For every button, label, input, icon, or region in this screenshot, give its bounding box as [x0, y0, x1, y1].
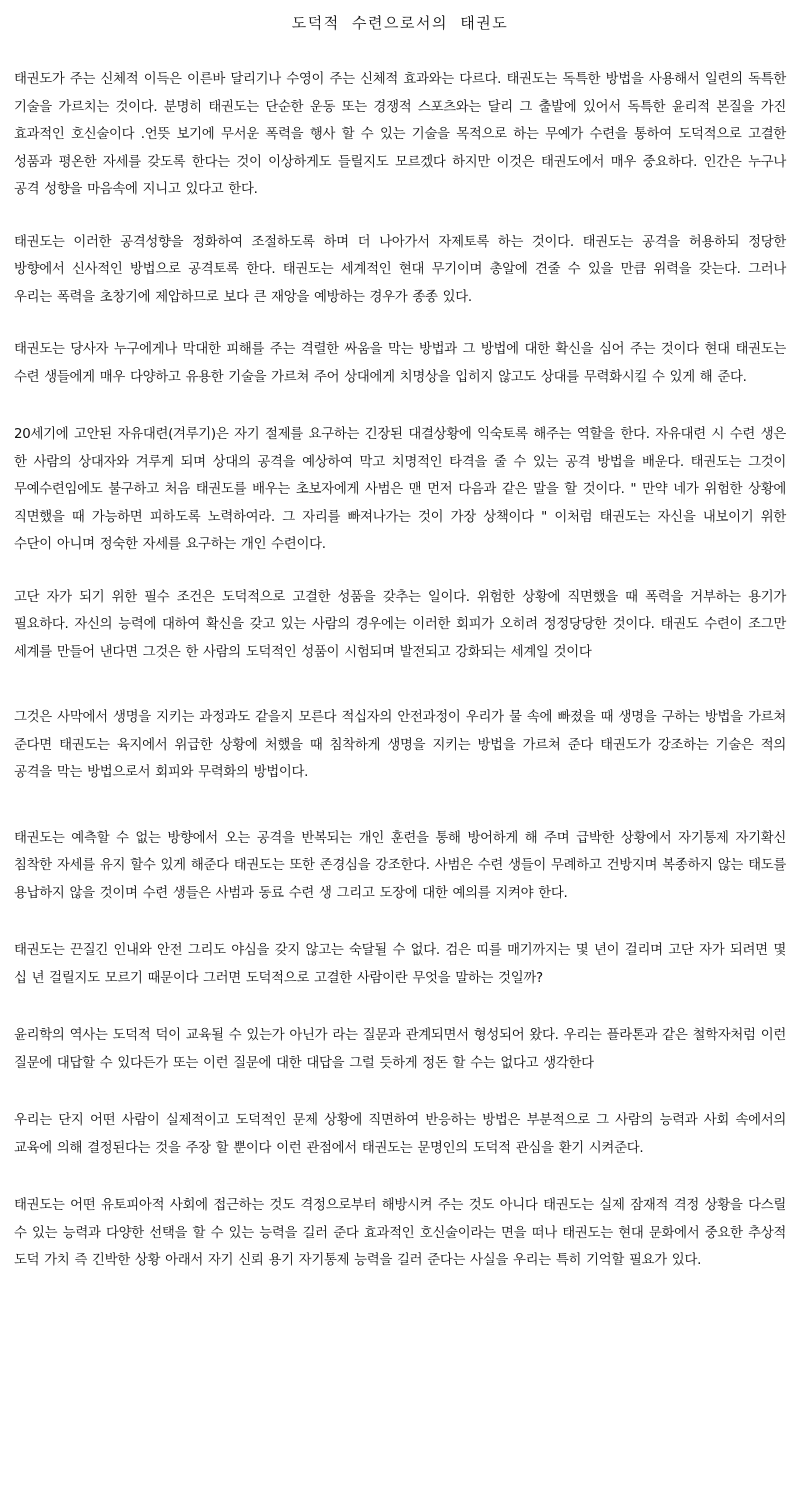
paragraph-5: 고단 자가 되기 위한 필수 조건은 도덕적으로 고결한 성품을 갖추는 일이다. 위험한 상황에 직면했을 때 폭력을 거부하는 용기가 필요하다. 자신의 능력에 대하여 확신을 갖고 있는 사람의 경우에는 이러한 회피가 오히려 정정당당한 것이다. 태권도 수련이 조그만 세계를 만들어 낸다면 그것은 한 사람의 도덕적인 성품이 시험되며 발전되고 강화되는 세계일 것이다 [14, 589, 786, 660]
paragraph-3: 태권도는 당사자 누구에게나 막대한 피해를 주는 격렬한 싸움을 막는 방법과 그 방법에 대한 확신을 심어 주는 것이다 현대 태권도는 수련 생들에게 매우 다양하고 유용한 기술을 가르쳐 주어 상대에게 치명상을 입히지 않고도 상대를 무력화시킬 수 있게 해 준다. [14, 342, 786, 385]
paragraph-9: 윤리학의 역사는 도덕적 덕이 교육될 수 있는가 아닌가 라는 질문과 관계되면서 형성되어 왔다. 우리는 플라톤과 같은 철학자처럼 이런 질문에 대답할 수 있다든가 또는 이런 질문에 대한 대답을 그럴 듯하게 정돈 할 수는 없다고 생각한다 [14, 1028, 786, 1071]
paragraph-10: 우리는 단지 어떤 사람이 실제적이고 도덕적인 문제 상황에 직면하여 반응하는 방법은 부분적으로 그 사람의 능력과 사회 속에서의 교육에 의해 결정된다는 것을 주장 할 뿐이다 이런 관점에서 태권도는 문명인의 도덕적 관심을 환기 시켜준다. [14, 1113, 786, 1156]
paragraph-1: 태권도가 주는 신체적 이득은 이른바 달리기나 수영이 주는 신체적 효과와는 다르다. 태권도는 독특한 방법을 사용해서 일련의 독특한 기술을 가르치는 것이다. 분명히 태권도는 단순한 운동 또는 경쟁적 스포츠와는 달리 그 출발에 있어서 독특한 윤리적 본질을 가진 효과적인 호신술이다 .언뜻 보기에 무서운 폭력을 행사 할 수 있는 기술을 목적으로 하는 무예가 수련을 통하여 도덕적으로 고결한 성품과 평온한 자세를 갖도록 한다는 것이 이상하게도 들릴지도 모르겠다 하지만 이것은 태권도에서 매우 중요하다. 인간은 누구나 공격 성향을 마음속에 지니고 있다고 한다. [14, 72, 786, 197]
paragraph-8: 태권도는 끈질긴 인내와 안전 그리도 야심을 갖지 않고는 숙달될 수 없다. 검은 띠를 매기까지는 몇 년이 걸리며 고단 자가 되려면 몇 십 년 걸릴지도 모르기 때문이다 그러면 도덕적으로 고결한 사람이란 무엇을 말하는 것일까? [14, 943, 786, 986]
paragraph-4: 20세기에 고안된 자유대련(겨루기)은 자기 절제를 요구하는 긴장된 대결상황에 익숙토록 해주는 역할을 한다. 자유대련 시 수련 생은 한 사람의 상대자와 겨루게 되며 상대의 공격을 예상하여 막고 치명적인 타격을 줄 수 있는 공격 방법을 배운다. 태권도는 그것이 무예수련임에도 불구하고 처음 태권도를 배우는 초보자에게 사범은 맨 먼저 다음과 같은 말을 할 것이다. " 만약 네가 위험한 상황에 직면했을 때 가능하면 피하도록 노력하여라. 그 자리를 빠져나가는 것이 가장 상책이다 " 이처럼 태권도는 자신을 내보이기 위한 수단이 아니며 정숙한 자세를 요구하는 개인 수련이다. [14, 427, 786, 552]
paragraph-2: 태권도는 이러한 공격성향을 정화하여 조절하도록 하며 더 나아가서 자제토록 하는 것이다. 태권도는 공격을 허용하되 정당한 방향에서 신사적인 방법으로 공격토록 한다. 태권도는 세계적인 현대 무기이며 총알에 견줄 수 있을 만큼 위력을 갖는다. 그러나 우리는 폭력을 초창기에 제압하므로 보다 큰 재앙을 예방하는 경우가 종종 있다. [14, 234, 786, 305]
paragraph-7: 태권도는 예측할 수 없는 방향에서 오는 공격을 반복되는 개인 훈련을 통해 방어하게 해 주며 급박한 상황에서 자기통제 자기확신 침착한 자세를 유지 할수 있게 해준다 태권도는 또한 존경심을 강조한다. 사범은 수련 생들이 무례하고 건방지며 복종하지 않는 태도를 용납하지 않을 것이며 수련 생들은 사범과 동료 수련 생 그리고 도장에 대한 예의를 지켜야 한다. [14, 830, 786, 901]
document-title: 도덕적 수련으로서의 태권도 [291, 14, 509, 32]
document-body [14, 66, 786, 1275]
paragraph-6: 그것은 사막에서 생명을 지키는 과정과도 같을지 모른다 적십자의 안전과정이 우리가 물 속에 빠졌을 때 생명을 구하는 방법을 가르쳐 준다면 태권도는 육지에서 위급한 상황에 처했을 때 침착하게 생명을 지키는 방법을 가르쳐 준다 태권도가 강조하는 기술은 적의 공격을 막는 방법으로서 회피와 무력화의 방법이다. [14, 710, 786, 780]
paragraph-11: 태권도는 어떤 유토피아적 사회에 접근하는 것도 격정으로부터 해방시켜 주는 것도 아니다 태권도는 실제 잠재적 격정 상황을 다스릴 수 있는 능력과 다양한 선택을 할 수 있는 능력을 길러 준다 효과적인 호신술이라는 면을 떠나 태권도는 현대 문화에서 중요한 추상적 도덕 가치 즉 긴박한 상황 아래서 자기 신뢰 용기 자기통제 능력을 길러 준다는 사실을 우리는 특히 기억할 필요가 있다. [14, 1198, 786, 1268]
